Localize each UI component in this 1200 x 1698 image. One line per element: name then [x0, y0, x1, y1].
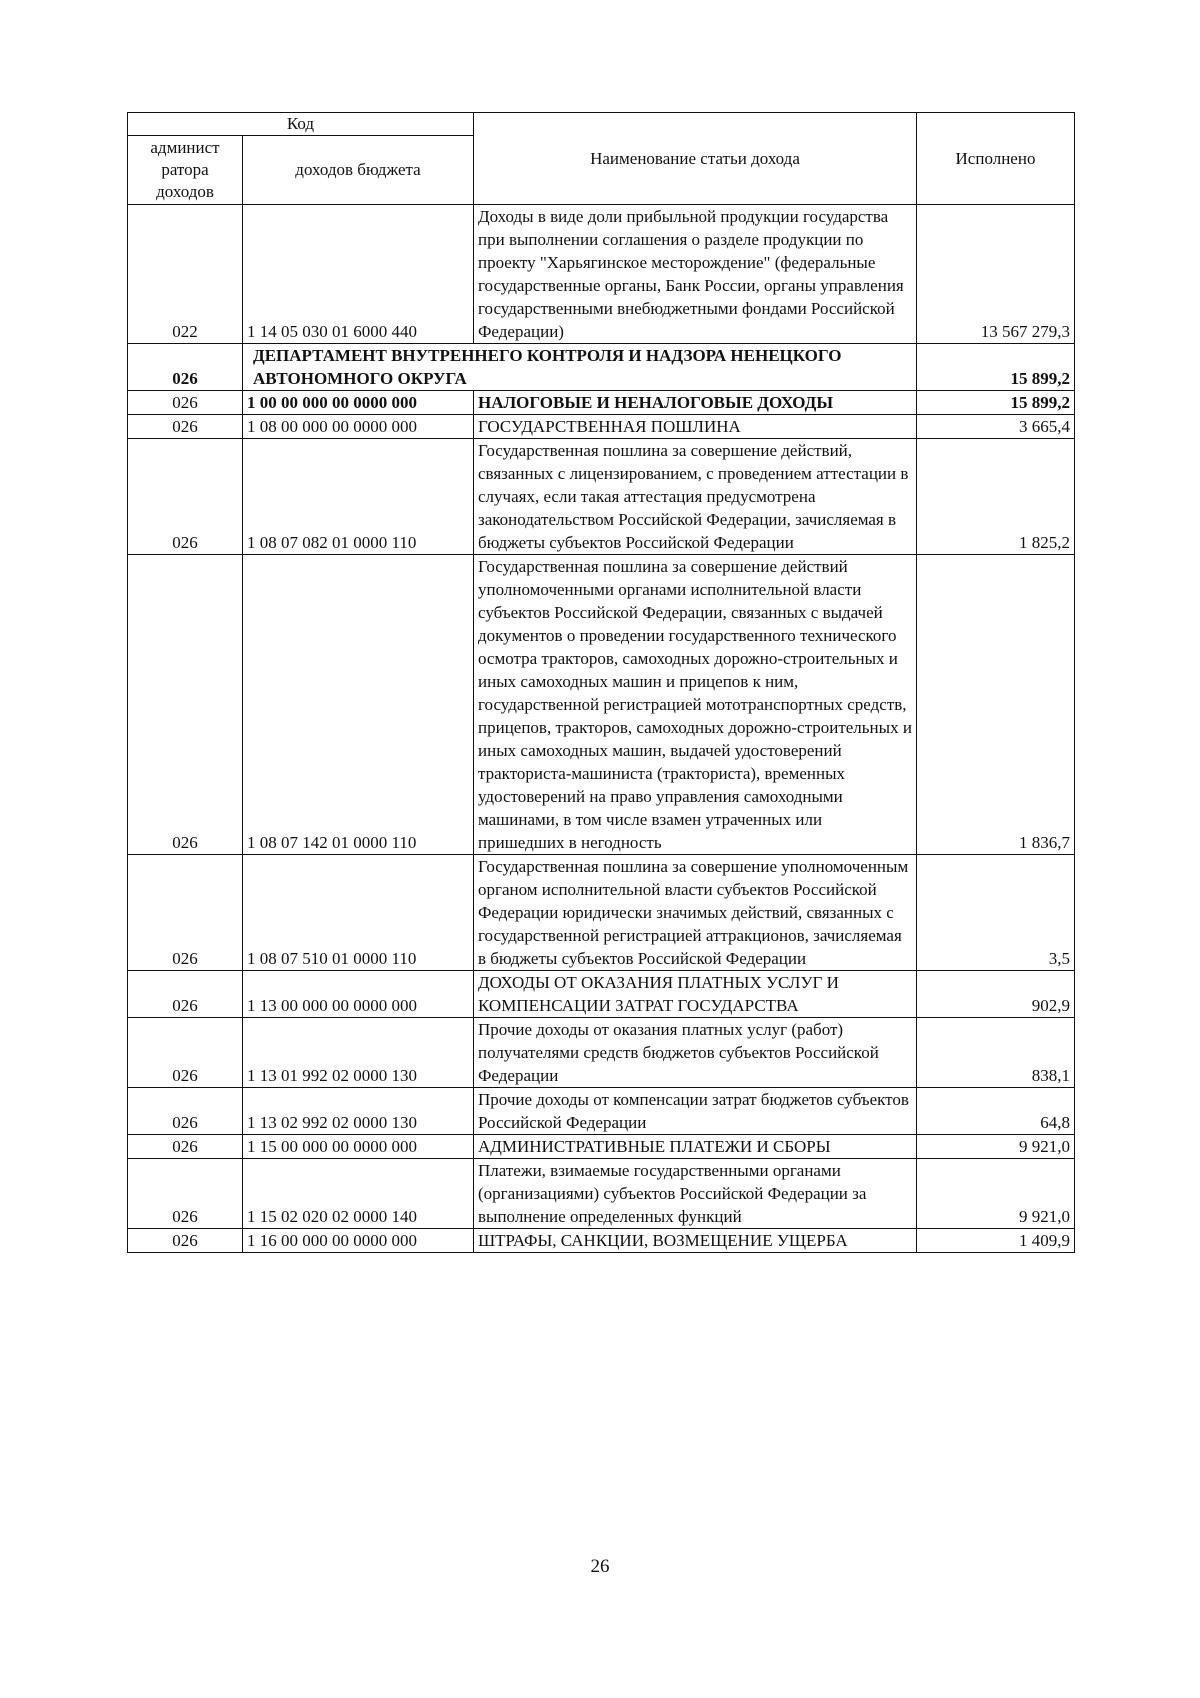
table-row: [128, 555, 1075, 855]
admin-header-line-2: ратора: [161, 160, 209, 179]
budget-code-cell: 1 08 07 142 01 0000 110: [243, 555, 474, 855]
revenue-name-cell: Государственная пошлина за совершение действий уполномоченными органами исполнительной власти субъектов Российской Федерации, связанных с выдачей документов о проведении государственного технического осмотра тракторов, самоходных дорожно-строительных и иных самоходных машин и прицепов к ним, государственной регистрацией мототранспортных средств, прицепов, тракторов, самоходных дорожно-строительных и иных самоходных машин, выдачей удостоверений тракториста-машиниста (тракториста), временных удостоверений на право управления самоходными машинами, в том числе взамен утраченных или пришедших в негодность: [474, 555, 917, 855]
budget-code-cell: 1 00 00 000 00 0000 000: [243, 391, 474, 415]
admin-code-cell: 026: [128, 1018, 243, 1088]
name-column-header: Наименование статьи дохода: [474, 113, 917, 205]
table-row: [128, 415, 1075, 439]
table-row: [128, 1229, 1075, 1253]
admin-code-cell: 026: [128, 415, 243, 439]
table-header: [128, 113, 1075, 205]
revenue-name-cell: Государственная пошлина за совершение действий, связанных с лицензированием, с проведением аттестации в случаях, если такая аттестация предусмотрена законодательством Российской Федерации, зачисляемая в бюджеты субъектов Российской Федерации: [474, 439, 917, 555]
budget-code-cell: 1 15 02 020 02 0000 140: [243, 1159, 474, 1229]
amount-cell: 15 899,2: [917, 391, 1075, 415]
revenue-name-cell: Платежи, взимаемые государственными органами (организациями) субъектов Российской Федерации за выполнение определенных функций: [474, 1159, 917, 1229]
revenue-name-cell: ГОСУДАРСТВЕННАЯ ПОШЛИНА: [474, 415, 917, 439]
revenue-table: [127, 112, 1075, 1253]
table-row: [128, 855, 1075, 971]
table-row: [128, 971, 1075, 1018]
amount-cell: 9 921,0: [917, 1159, 1075, 1229]
budget-code-column-header: доходов бюджета: [243, 136, 474, 205]
admin-code-cell: 026: [128, 1088, 243, 1135]
admin-code-cell: 026: [128, 971, 243, 1018]
budget-code-cell: 1 13 00 000 00 0000 000: [243, 971, 474, 1018]
table-body: [128, 205, 1075, 1253]
table-row: [128, 1018, 1075, 1088]
admin-code-cell: 026: [128, 1229, 243, 1253]
budget-code-cell: 1 08 07 510 01 0000 110: [243, 855, 474, 971]
revenue-name-cell: АДМИНИСТРАТИВНЫЕ ПЛАТЕЖИ И СБОРЫ: [474, 1135, 917, 1159]
code-group-header: Код: [128, 113, 474, 136]
amount-cell: 1 825,2: [917, 439, 1075, 555]
department-row: [128, 344, 1075, 391]
admin-code-cell: 026: [128, 1159, 243, 1229]
amount-cell: 1 409,9: [917, 1229, 1075, 1253]
amount-cell: 9 921,0: [917, 1135, 1075, 1159]
amount-cell: 13 567 279,3: [917, 205, 1075, 344]
admin-code-cell: 022: [128, 205, 243, 344]
amount-cell: 15 899,2: [917, 344, 1075, 391]
budget-code-cell: 1 15 00 000 00 0000 000: [243, 1135, 474, 1159]
admin-column-header: [128, 136, 243, 205]
amount-cell: 3,5: [917, 855, 1075, 971]
table-row: [128, 439, 1075, 555]
revenue-name-cell: ДОХОДЫ ОТ ОКАЗАНИЯ ПЛАТНЫХ УСЛУГ И КОМПЕНСАЦИИ ЗАТРАТ ГОСУДАРСТВА: [474, 971, 917, 1018]
amount-cell: 838,1: [917, 1018, 1075, 1088]
amount-cell: 1 836,7: [917, 555, 1075, 855]
budget-code-cell: 1 08 07 082 01 0000 110: [243, 439, 474, 555]
revenue-name-cell: Прочие доходы от компенсации затрат бюджетов субъектов Российской Федерации: [474, 1088, 917, 1135]
table-row: [128, 1159, 1075, 1229]
budget-code-cell: 1 16 00 000 00 0000 000: [243, 1229, 474, 1253]
amount-cell: 64,8: [917, 1088, 1075, 1135]
table-row: [128, 1135, 1075, 1159]
page-number: 26: [590, 1556, 610, 1577]
budget-code-cell: 1 13 02 992 02 0000 130: [243, 1088, 474, 1135]
budget-code-cell: 1 13 01 992 02 0000 130: [243, 1018, 474, 1088]
revenue-name-cell: НАЛОГОВЫЕ И НЕНАЛОГОВЫЕ ДОХОДЫ: [474, 391, 917, 415]
executed-column-header: Исполнено: [917, 113, 1075, 205]
admin-code-cell: 026: [128, 855, 243, 971]
admin-header-line-3: доходов: [156, 182, 214, 201]
admin-code-cell: 026: [128, 439, 243, 555]
budget-code-cell: 1 08 00 000 00 0000 000: [243, 415, 474, 439]
amount-cell: 3 665,4: [917, 415, 1075, 439]
revenue-name-cell: Прочие доходы от оказания платных услуг (работ) получателями средств бюджетов субъектов Российской Федерации: [474, 1018, 917, 1088]
budget-code-cell: 1 14 05 030 01 6000 440: [243, 205, 474, 344]
admin-header-line-1: админист: [150, 138, 220, 157]
revenue-name-cell: ШТРАФЫ, САНКЦИИ, ВОЗМЕЩЕНИЕ УЩЕРБА: [474, 1229, 917, 1253]
admin-code-cell: 026: [128, 344, 243, 391]
revenue-name-cell: Доходы в виде доли прибыльной продукции государства при выполнении соглашения о разделе продукции по проекту "Харьягинское месторождение" (федеральные государственные органы, Банк России, органы управления государственными внебюджетными фондами Российской Федерации): [474, 205, 917, 344]
amount-cell: 902,9: [917, 971, 1075, 1018]
admin-code-cell: 026: [128, 1135, 243, 1159]
admin-code-cell: 026: [128, 555, 243, 855]
department-name-cell: ДЕПАРТАМЕНТ ВНУТРЕННЕГО КОНТРОЛЯ И НАДЗОРА НЕНЕЦКОГО АВТОНОМНОГО ОКРУГА: [243, 344, 917, 391]
admin-code-cell: 026: [128, 391, 243, 415]
table-row: [128, 205, 1075, 344]
table-row: [128, 391, 1075, 415]
table-row: [128, 1088, 1075, 1135]
revenue-name-cell: Государственная пошлина за совершение уполномоченным органом исполнительной власти субъектов Российской Федерации юридически значимых действий, связанных с государственной регистрацией аттракционов, зачисляемая в бюджеты субъектов Российской Федерации: [474, 855, 917, 971]
